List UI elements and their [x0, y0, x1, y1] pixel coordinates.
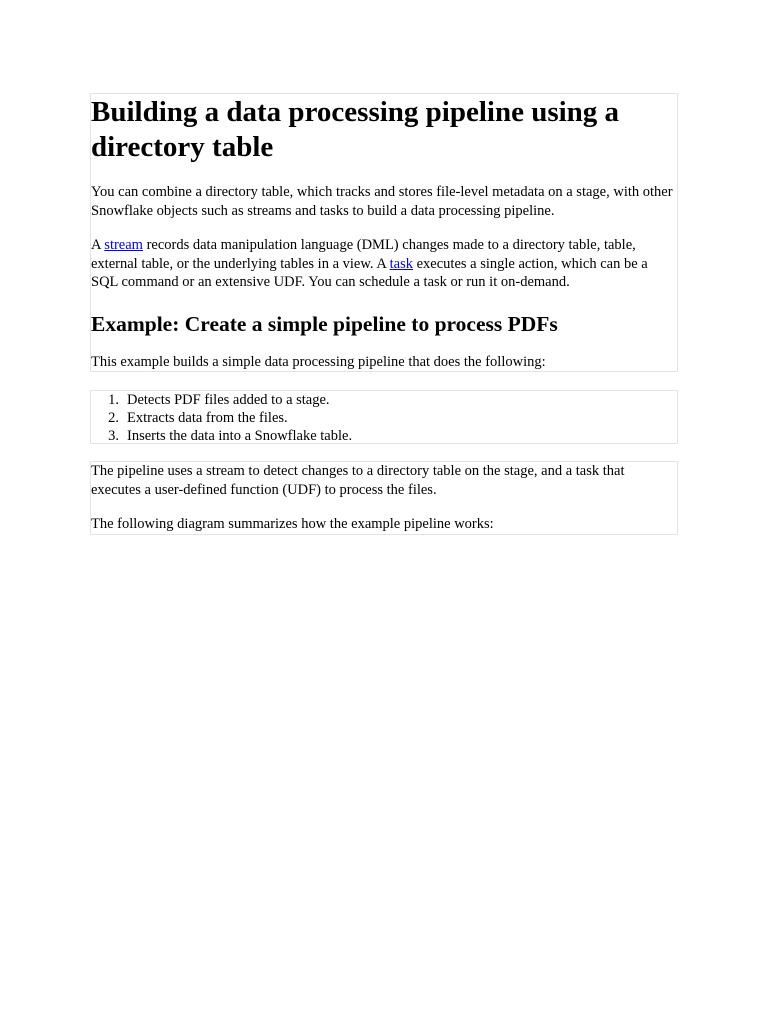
list-item — [91, 391, 677, 409]
diagram-intro-paragraph: The following diagram summarizes how the example pipeline works: — [91, 516, 494, 532]
step-text: Extracts data from the files. — [127, 410, 288, 426]
task-link[interactable]: task — [389, 255, 413, 272]
example-heading: Example: Create a simple pipeline to process PDFs — [91, 312, 558, 336]
intro-section — [90, 93, 678, 372]
step-number: 2. — [108, 410, 119, 426]
steps-section — [90, 390, 678, 444]
stream-paragraph-suffix: executes a single action, which can be a SQL command or an extensive UDF. You can schedule a task or run it on-demand. — [91, 255, 648, 290]
intro-paragraph: You can combine a directory table, which tracks and stores file-level metadata on a stage, with other Snowflake objects such as streams and tasks to build a data processing pipeline. — [91, 184, 673, 219]
list-item — [91, 427, 677, 445]
stream-link[interactable]: stream — [104, 237, 143, 253]
stream-paragraph-prefix: A — [91, 237, 105, 253]
steps-list — [91, 391, 677, 445]
stream-task-paragraph — [91, 236, 677, 292]
step-number: 1. — [108, 392, 119, 408]
example-intro-paragraph: This example builds a simple data processing pipeline that does the following: — [91, 354, 546, 370]
page-title: Building a data processing pipeline using a directory table — [91, 96, 620, 163]
step-number: 3. — [108, 428, 119, 444]
step-text: Inserts the data into a Snowflake table. — [127, 428, 353, 444]
list-item — [91, 409, 677, 427]
pipeline-section — [90, 461, 678, 535]
pipeline-paragraph: The pipeline uses a stream to detect changes to a directory table on the stage, and a task that executes a user-defined function (UDF) to process the files. — [91, 463, 625, 498]
step-text: Detects PDF files added to a stage. — [127, 392, 330, 408]
stream-paragraph-middle: records data manipulation language (DML) changes made to a directory table, table, external table, or the underlying tables in a view. A — [91, 237, 636, 272]
